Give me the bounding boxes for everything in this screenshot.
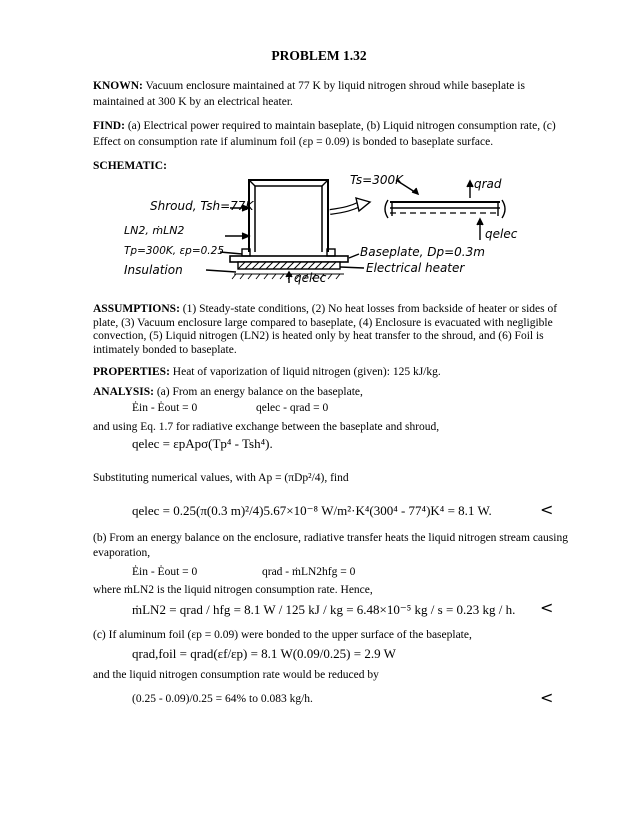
shroud-inner bbox=[255, 186, 322, 252]
baseplate-shape bbox=[230, 256, 348, 262]
assumptions-text: (1) Steady-state conditions, (2) No heat losses from backside of heater or sides of plate, (3) Vacuum enclosure large compared to baseplate, (4) Enclosure is evacuated with negligible convection, (5) Liquid nitrogen (LN2) is heated only by heat transfer to the shroud, and (6) Foil is intimately bonded to baseplate. bbox=[93, 303, 558, 356]
schematic-label: SCHEMATIC: bbox=[93, 160, 167, 172]
analysis-intro bbox=[93, 384, 573, 400]
assumptions-section bbox=[93, 303, 573, 357]
schematic-figure bbox=[124, 170, 530, 285]
properties-label: PROPERTIES: bbox=[93, 366, 170, 378]
using-text: and using Eq. 1.7 for radiative exchange between the baseplate and shroud, bbox=[93, 421, 440, 433]
find-text: (a) Electrical power required to maintain baseplate, (b) Liquid nitrogen consumption rate, (c) Effect on consumption rate if aluminum foil (εp = 0.09) is bonded to baseplate surface. bbox=[93, 120, 556, 148]
eq-enclosure-balance-a: Ėin - Ėout = 0 bbox=[132, 566, 198, 578]
known-text: Vacuum enclosure maintained at 77 K by liquid nitrogen shroud while baseplate is maintained at 300 K by an electrical heater. bbox=[93, 80, 525, 108]
label-qrad: qrad bbox=[474, 177, 502, 191]
label-qelec-right: qelec bbox=[485, 227, 518, 241]
label-tp: Tp=300K, εp=0.25 bbox=[124, 245, 224, 257]
known-label: KNOWN: bbox=[93, 80, 143, 92]
shroud-outer bbox=[249, 180, 328, 252]
answer-mark-c: < bbox=[540, 688, 554, 707]
where-text: where ṁLN2 is the liquid nitrogen consumption rate. Hence, bbox=[93, 584, 373, 596]
eq-energy-balance-b: qelec - qrad = 0 bbox=[256, 402, 329, 414]
answer-mark-b: < bbox=[540, 598, 554, 617]
known-section bbox=[93, 78, 573, 110]
eq-qelec: qelec = εpApσ(Tp⁴ - Tsh⁴). bbox=[132, 436, 273, 451]
find-section bbox=[93, 118, 573, 150]
label-baseplate: Baseplate, Dp=0.3m bbox=[360, 245, 485, 259]
problem-title: PROBLEM 1.32 bbox=[271, 48, 367, 63]
label-qelec-bottom: qelec bbox=[294, 271, 327, 285]
label-shroud: Shroud, Tsh=77K bbox=[150, 199, 254, 213]
part-b-intro: (b) From an energy balance on the enclosure, radiative transfer heats the liquid nitrogen stream causing evaporation, bbox=[93, 532, 568, 559]
analysis-intro-text: (a) From an energy balance on the baseplate, bbox=[156, 386, 363, 398]
label-insulation: Insulation bbox=[124, 263, 183, 277]
part-c-intro: (c) If aluminum foil (εp = 0.09) were bonded to the upper surface of the baseplate, bbox=[93, 629, 472, 641]
reduced-text: and the liquid nitrogen consumption rate would be reduced by bbox=[93, 669, 379, 681]
answer-mark-a: < bbox=[540, 500, 554, 519]
assumptions-label: ASSUMPTIONS: bbox=[93, 303, 180, 315]
eq-qrad-foil: qrad,foil = qrad(εf/εp) = 8.1 W(0.09/0.25) = 2.9 W bbox=[132, 646, 396, 661]
eq-enclosure-balance-b: qrad - ṁLN2hfg = 0 bbox=[262, 566, 356, 578]
label-ln2: LN2, ṁLN2 bbox=[124, 224, 185, 237]
eq-mdot: ṁLN2 = qrad / hfg = 8.1 W / 125 kJ / kg = 6.48×10⁻⁵ kg / s = 0.23 kg / h. bbox=[132, 602, 516, 617]
properties-text: Heat of vaporization of liquid nitrogen (given): 125 kJ/kg. bbox=[172, 366, 441, 378]
eq-qelec-numeric: qelec = 0.25(π(0.3 m)²/4)5.67×10⁻⁸ W/m²·K⁴(300⁴ - 77⁴)K⁴ = 8.1 W. bbox=[132, 503, 492, 518]
label-heater: Electrical heater bbox=[366, 261, 465, 275]
label-ts: Ts=300K bbox=[350, 173, 403, 187]
substitute-text: Substituting numerical values, with Ap = (πDp²/4), find bbox=[93, 472, 349, 484]
eq-energy-balance-a: Ėin - Ėout = 0 bbox=[132, 402, 198, 414]
analysis-label: ANALYSIS: bbox=[93, 386, 154, 398]
eq-reduction: (0.25 - 0.09)/0.25 = 64% to 0.083 kg/h. bbox=[132, 693, 313, 705]
find-label: FIND: bbox=[93, 120, 125, 132]
properties-section bbox=[93, 364, 573, 380]
